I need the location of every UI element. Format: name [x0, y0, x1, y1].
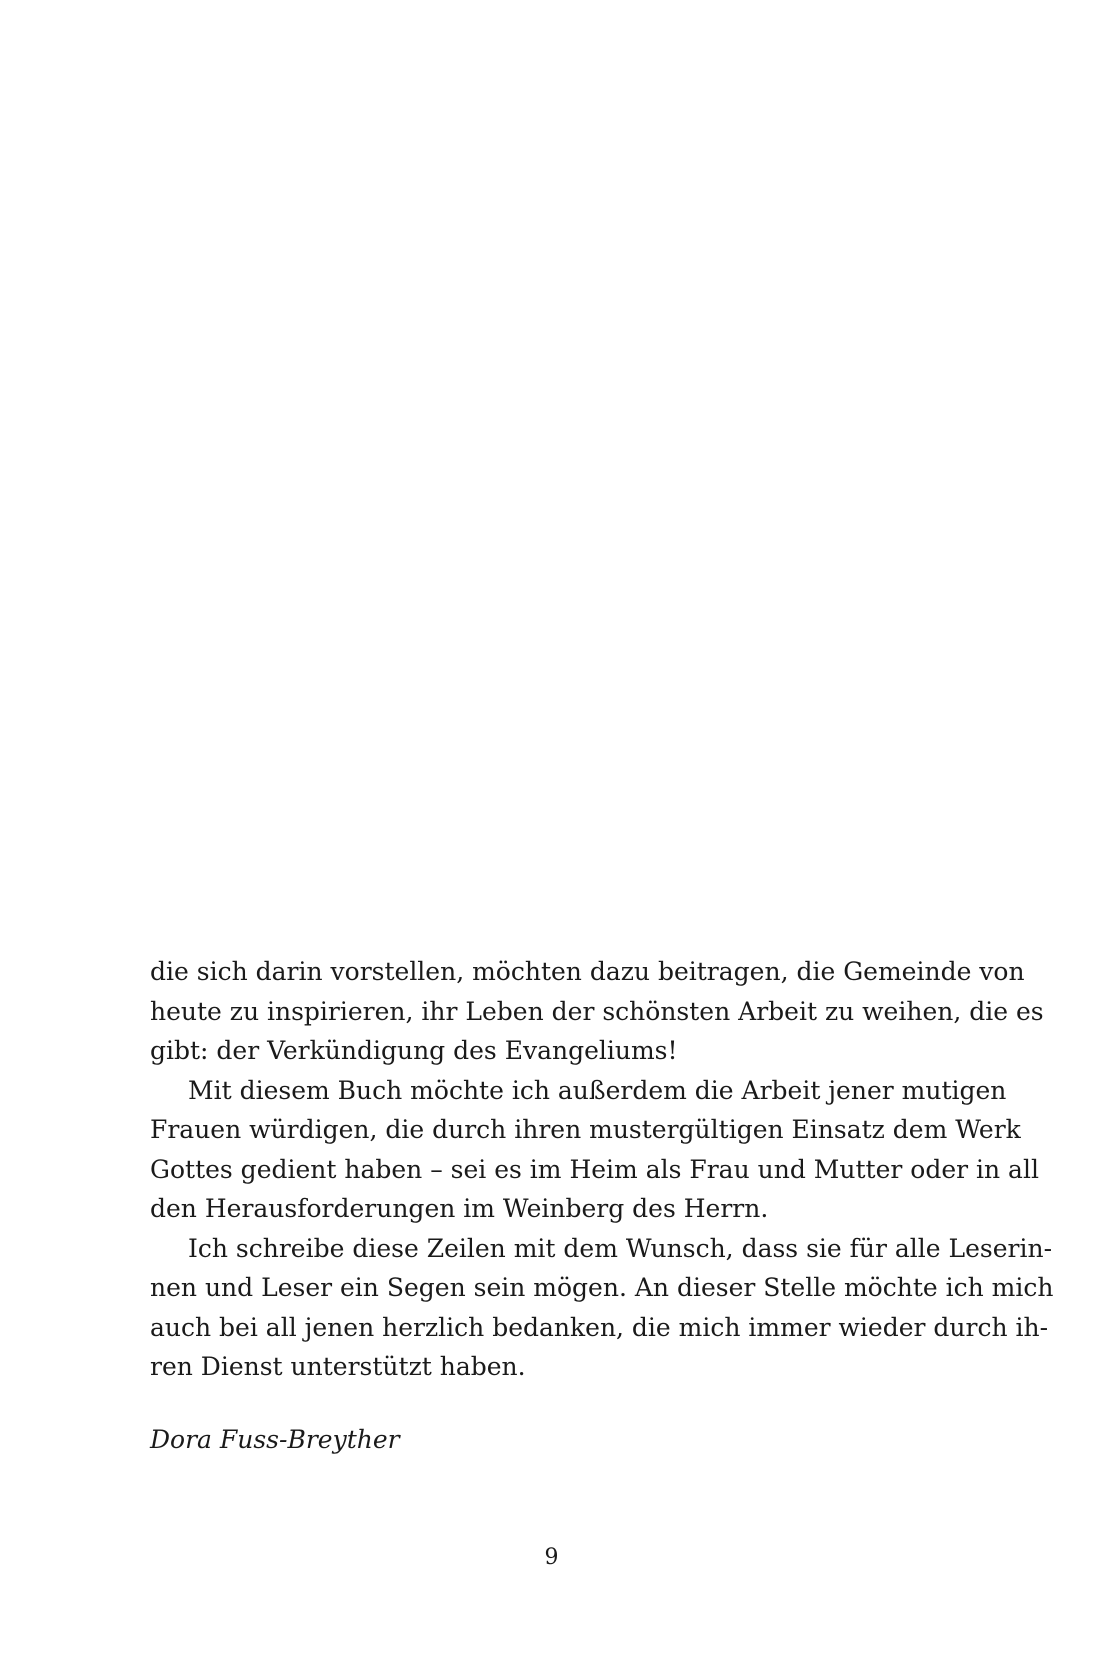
text-line: heute zu inspirieren, ihr Leben der schönsten Arbeit zu weihen, die es: [150, 996, 1044, 1026]
author-signature: Dora Fuss-Breyther: [150, 1425, 400, 1454]
text-line: Ich schreibe diese Zeilen mit dem Wunsch, dass sie für alle Leserin-: [188, 1233, 1053, 1263]
text-line: Mit diesem Buch möchte ich außerdem die Arbeit jener mutigen: [188, 1075, 1007, 1105]
text-line: den Herausforderungen im Weinberg des Herrn.: [150, 1194, 769, 1223]
text-line: auch bei all jenen herzlich bedanken, die mich immer wieder durch ih-: [150, 1312, 1049, 1342]
text-line: Frauen würdigen, die durch ihren mustergültigen Einsatz dem Werk: [150, 1115, 1021, 1144]
body-text: [150, 952, 1054, 1387]
text-line: die sich darin vorstellen, möchten dazu beitragen, die Gemeinde von: [150, 957, 1025, 986]
text-line: ren Dienst unterstützt haben.: [150, 1352, 526, 1381]
text-line: nen und Leser ein Segen sein mögen. An dieser Stelle möchte ich mich: [150, 1273, 1054, 1302]
text-line: gibt: der Verkündigung des Evangeliums!: [150, 1036, 678, 1065]
text-line: Gottes gedient haben – sei es im Heim als Frau und Mutter oder in all: [150, 1154, 1039, 1184]
page-number: 9: [544, 1545, 559, 1570]
